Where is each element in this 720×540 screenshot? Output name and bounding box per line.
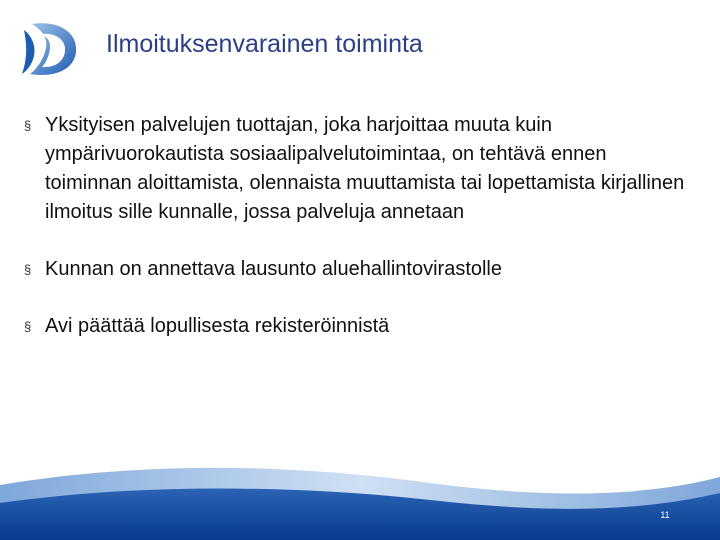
logo-icon <box>18 18 80 80</box>
bullet-text: Kunnan on annettava lausunto aluehallintovirastolle <box>45 258 503 280</box>
bullet-item <box>24 111 694 227</box>
bullet-text: Avi päättää lopullisesta rekisteröinnistä <box>45 315 390 337</box>
bullet-text: Yksityisen palvelujen tuottajan, joka harjoittaa muuta kuin ympärivuorokautista sosiaalipalvelutoimintaa, on tehtävä ennen toiminnan aloittamista, olennaista muuttamista tai lopettamista kirjallinen ilmoitus sille kunnalle, jossa palveluja annetaan <box>45 114 685 223</box>
bullet-marker: § <box>24 319 32 334</box>
page-number: 11 <box>660 510 670 520</box>
footer-wave-band <box>0 455 720 540</box>
slide-title: Ilmoituksenvarainen toiminta <box>106 30 423 58</box>
bullet-marker: § <box>24 262 32 277</box>
bullet-item <box>24 312 694 341</box>
bullet-marker: § <box>24 118 32 133</box>
bullet-item <box>24 255 694 284</box>
bullet-list <box>24 111 694 341</box>
